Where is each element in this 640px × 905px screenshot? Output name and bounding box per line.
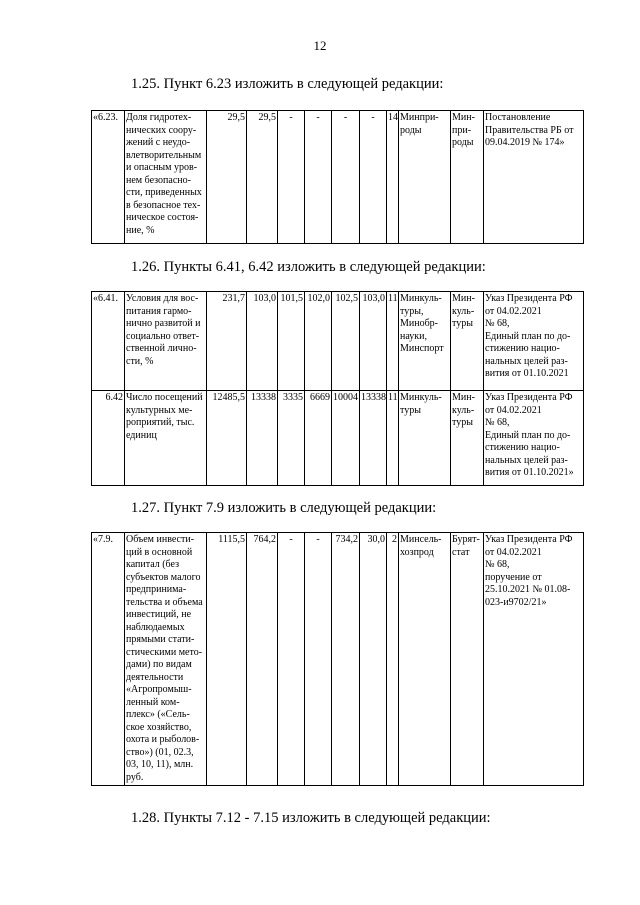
value-cell: 231,7 xyxy=(207,292,247,391)
value-cell: 10004 xyxy=(332,391,360,486)
value-cell: 13338 xyxy=(360,391,387,486)
code-cell: 14 xyxy=(387,111,399,244)
value-cell: 3335 xyxy=(278,391,305,486)
table-section-1-27 xyxy=(91,532,584,786)
value-cell: - xyxy=(305,533,332,786)
row-number: «6.41. xyxy=(92,292,125,391)
responsible-cell: Минкуль- туры, Минобр- науки, Минспорт xyxy=(399,292,451,391)
value-cell: 30,0 xyxy=(360,533,387,786)
value-cell: 103,0 xyxy=(360,292,387,391)
basis-cell: Указ Президента РФ от 04.02.2021 № 68, Единый план по до- стижению нацио- нальных целей раз- вития от 01.10.2021 xyxy=(484,292,584,391)
value-cell: 6669 xyxy=(305,391,332,486)
table-row xyxy=(92,533,584,786)
section-heading-1-27: 1.27. Пункт 7.9 изложить в следующей редакции: xyxy=(131,500,437,516)
value-cell: 12485,5 xyxy=(207,391,247,486)
basis-cell: Постановление Правительства РБ от 09.04.2019 № 174» xyxy=(484,111,584,244)
value-cell: 1115,5 xyxy=(207,533,247,786)
value-cell: - xyxy=(360,111,387,244)
table-row xyxy=(92,111,584,244)
basis-cell: Указ Президента РФ от 04.02.2021 № 68, поручение от 25.10.2021 № 01.08- 023-и9702/21» xyxy=(484,533,584,786)
responsible-cell: Минсель- хозпрод xyxy=(399,533,451,786)
section-heading-1-26: 1.26. Пункты 6.41, 6.42 изложить в следующей редакции: xyxy=(131,259,486,275)
value-cell: 29,5 xyxy=(247,111,278,244)
indicator-name: Число посещений культурных ме- роприятий, тыс. единиц xyxy=(125,391,207,486)
value-cell: 764,2 xyxy=(247,533,278,786)
value-cell: 29,5 xyxy=(207,111,247,244)
value-cell: 103,0 xyxy=(247,292,278,391)
code-cell: 2 xyxy=(387,533,399,786)
row-number: «6.23. xyxy=(92,111,125,244)
value-cell: - xyxy=(278,111,305,244)
responsible-cell: Мин- куль- туры xyxy=(451,292,484,391)
page-number: 12 xyxy=(313,38,327,53)
value-cell: - xyxy=(278,533,305,786)
basis-cell: Указ Президента РФ от 04.02.2021 № 68, Единый план по до- стижению нацио- нальных целей раз- вития от 01.10.2021» xyxy=(484,391,584,486)
responsible-cell: Минпри- роды xyxy=(399,111,451,244)
code-cell: 11 xyxy=(387,292,399,391)
section-heading-1-28: 1.28. Пункты 7.12 - 7.15 изложить в следующей редакции: xyxy=(131,810,491,826)
value-cell: 101,5 xyxy=(278,292,305,391)
indicator-name: Доля гидротех- нических соору- жений с неудо- влетворительным и опасным уров- нем безопасно- сти, приведенных в безопасное тех- ническое состоя- ние, % xyxy=(125,111,207,244)
value-cell: 734,2 xyxy=(332,533,360,786)
table-section-1-25 xyxy=(91,110,584,244)
value-cell: - xyxy=(305,111,332,244)
table-section-1-26 xyxy=(91,291,584,486)
indicator-name: Объем инвести- ций в основной капитал (без субъектов малого предпринима- тельства и объема инвестиций, не наблюдаемых прямыми стати- стическими мето- дами) по видам деятельности «Агропромыш- ленный ком- плекс» («Сель- ское хозяйство, охота и рыболов- ство») (01, 02.3, 03, 10, 11), млн. руб. xyxy=(125,533,207,786)
indicator-name: Условия для вос- питания гармо- нично развитой и социально ответ- ственной лично- сти, % xyxy=(125,292,207,391)
row-number: «7.9. xyxy=(92,533,125,786)
responsible-cell: Мин- куль- туры xyxy=(451,391,484,486)
section-heading-1-25: 1.25. Пункт 6.23 изложить в следующей редакции: xyxy=(131,76,444,92)
code-cell: 11 xyxy=(387,391,399,486)
responsible-cell: Мин- при- роды xyxy=(451,111,484,244)
value-cell: 102,5 xyxy=(332,292,360,391)
responsible-cell: Бурят- стат xyxy=(451,533,484,786)
row-number: 6.42 xyxy=(92,391,125,486)
responsible-cell: Минкуль- туры xyxy=(399,391,451,486)
value-cell: 102,0 xyxy=(305,292,332,391)
value-cell: 13338 xyxy=(247,391,278,486)
table-row xyxy=(92,292,584,391)
value-cell: - xyxy=(332,111,360,244)
table-row xyxy=(92,391,584,486)
